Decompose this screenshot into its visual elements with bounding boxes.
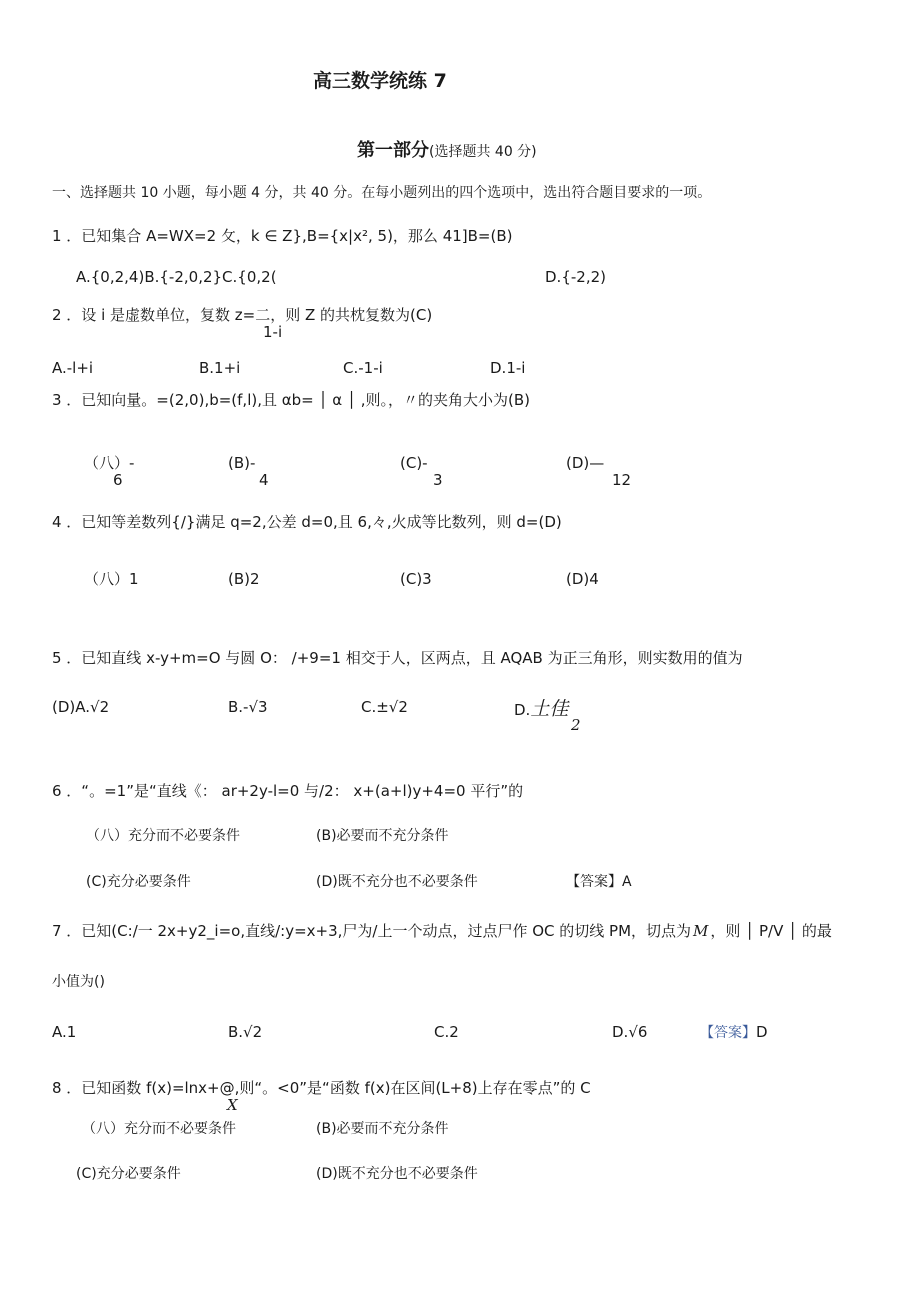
q6-option-d: (D)既不充分也不必要条件 (316, 874, 478, 890)
q6-option-c: (C)充分必要条件 (86, 874, 191, 890)
page-title: 高三数学统练 7 (313, 70, 447, 92)
section-intro: 一、选择题共 10 小题，每小题 4 分，共 40 分。在每小题列出的四个选项中，选出符合题目要求的一项。 (52, 185, 712, 201)
q7-option-c: C.2 (434, 1023, 459, 1041)
q4-stem: 4 ．已知等差数列{/}满足 q=2,公差 d=0,且 6,々,火成等比数列，则 d=(D) (52, 513, 562, 531)
q3-option-d-denominator: 12 (612, 471, 632, 489)
q3-option-c: (C)- (400, 454, 428, 472)
q7-stem-part-a: 7 ．已知(C:/一 2x+y2_i=o,直线/:y=x+3,尸为/上一个动点，过点尸作 OC 的切线 PM，切点为 (52, 922, 692, 940)
q1-stem: 1 ．已知集合 A=WX=2 攵，k ∈ Z},B={x|x², 5)，那么 41]B=(B) (52, 227, 513, 245)
q3-option-b: (B)- (228, 454, 256, 472)
q7-stem-point-m: M (693, 922, 709, 940)
q7-option-a: A.1 (52, 1023, 77, 1041)
q5-stem: 5 ．已知直线 x-y+m=O 与圆 O： /+9=1 相交于人，区两点，且 AQAB 为正三角形，则实数用的值为 (52, 649, 743, 667)
q8-option-b: (B)必要而不充分条件 (316, 1121, 449, 1137)
q8-option-a: （八）充分而不必要条件 (82, 1121, 236, 1137)
q2-denominator: 1-i (263, 323, 283, 341)
q4-option-a: （八）1 (84, 570, 139, 588)
q2-option-d: D.1-i (490, 359, 526, 377)
part-heading (357, 142, 537, 160)
q5-option-a: (D)A.√2 (52, 698, 110, 716)
q2-stem: 2 ．设 i 是虚数单位，复数 z=二，则 Z 的共枕复数为(C) (52, 306, 433, 324)
q8-stem: 8 ．已知函数 f(x)=lnx+@,则“。<0”是“函数 f(x)在区间(L+8)上存在零点”的 C (52, 1079, 591, 1097)
q1-option-d: D.{-2,2) (545, 268, 606, 286)
q7-answer (700, 1025, 768, 1040)
q4-option-c: (C)3 (400, 570, 432, 588)
q7-answer-value: D (756, 1023, 768, 1041)
q2-option-a: A.-l+i (52, 359, 94, 377)
q5-option-b: B.-√3 (228, 698, 268, 716)
part-note: (选择题共 40 分) (429, 144, 537, 160)
q6-answer: 【答案】A (566, 874, 632, 890)
q4-option-d: (D)4 (566, 570, 599, 588)
q6-option-b: (B)必要而不充分条件 (316, 828, 449, 844)
q6-stem: 6 ．“。=1”是“直线《： ar+2y-l=0 与/2： x+(a+l)y+4=0 平行”的 (52, 782, 524, 800)
q6-option-a: （八）充分而不必要条件 (86, 828, 240, 844)
q7-option-d: D.√6 (612, 1023, 648, 1041)
q3-stem: 3 ．已知向量。=(2,0),b=(f,l),且 αb= │ α │ ,则。，〃的夹角大小为(B) (52, 391, 531, 409)
q3-option-d: (D)— (566, 454, 605, 472)
part-heading-text: 第一部分 (357, 140, 429, 161)
q5-option-d-denominator: 2 (571, 716, 581, 734)
q2-option-c: C.-1-i (343, 359, 383, 377)
q5-option-d (514, 700, 568, 719)
q1-option-abc: A.{0,2,4)B.{-2,0,2}C.{0,2( (76, 268, 277, 286)
q8-option-c: (C)充分必要条件 (76, 1166, 181, 1182)
q5-option-d-expression: 土佳 (530, 698, 569, 720)
q5-option-c: C.±√2 (361, 698, 408, 716)
q5-option-d-label: D. (514, 701, 531, 719)
q7-stem-line2: 小值为() (52, 974, 105, 990)
q7-stem-part-b: ，则 │ P/V │ 的最 (710, 922, 832, 940)
q3-option-a-denominator: 6 (113, 471, 123, 489)
q7-stem (52, 924, 832, 939)
q3-option-a: （八）- (84, 454, 135, 472)
q2-option-b: B.1+i (199, 359, 241, 377)
q3-option-c-denominator: 3 (433, 471, 443, 489)
q7-option-b: B.√2 (228, 1023, 263, 1041)
q3-option-b-denominator: 4 (259, 471, 269, 489)
q7-answer-tag: 【答案】 (700, 1025, 756, 1041)
q8-option-d: (D)既不充分也不必要条件 (316, 1166, 478, 1182)
q8-denominator: X (227, 1096, 238, 1114)
q4-option-b: (B)2 (228, 570, 260, 588)
